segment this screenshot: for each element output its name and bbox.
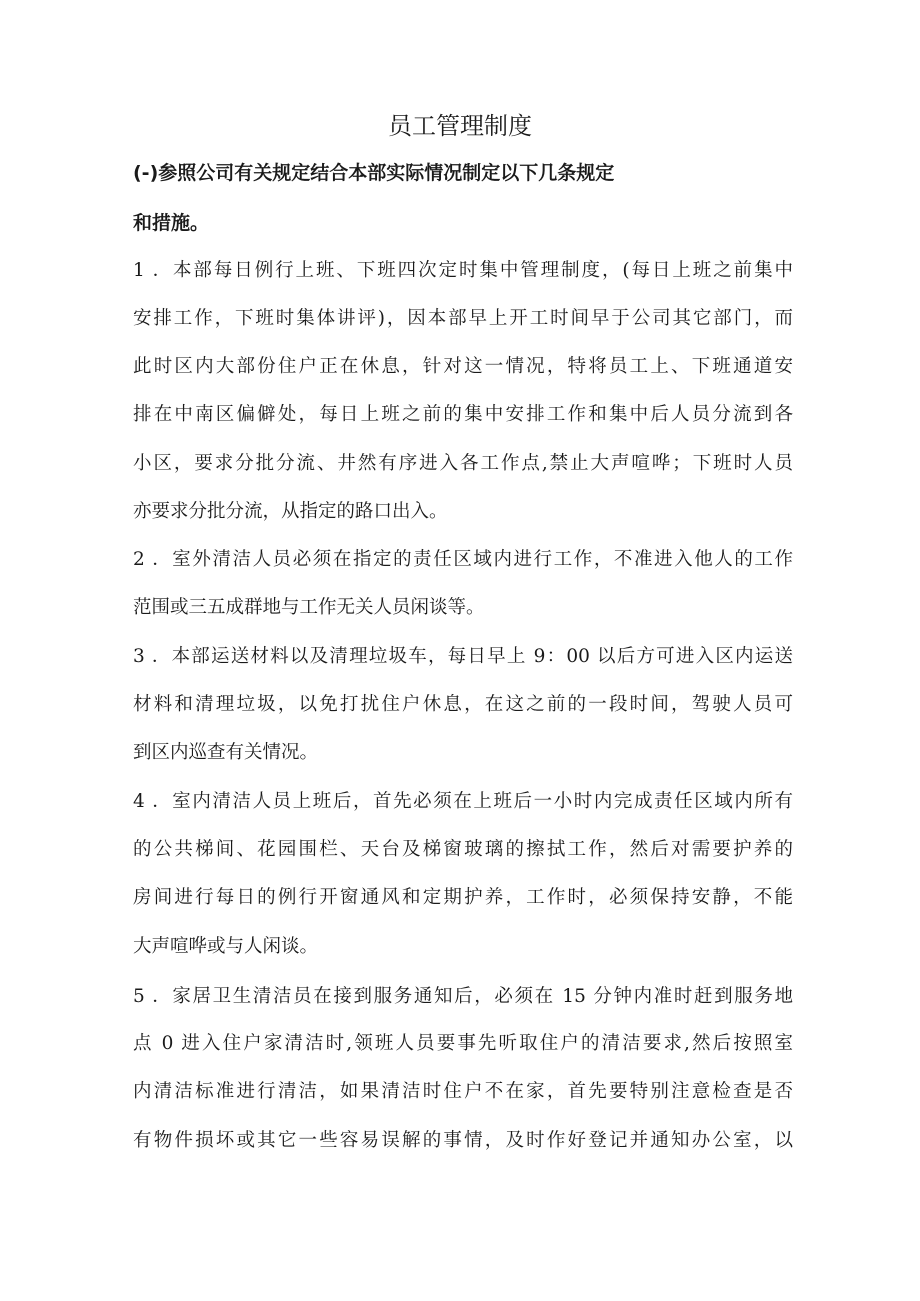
paragraph-3-line: 3 ．本部运送材料以及清理垃圾车，每日早上 9：00 以后方可进入区内运送: [133, 646, 793, 667]
paragraph-1-line: 此时区内大部份住户正在休息，针对这一情况，特将员工上、下班通道安: [133, 356, 793, 377]
paragraph-4-line: 的公共梯间、花园围栏、天台及梯窗玻璃的擦拭工作，然后对需要护养的: [133, 839, 793, 860]
paragraph-1-line: 1 ．本部每日例行上班、下班四次定时集中管理制度，(每日上班之前集中: [133, 260, 793, 281]
paragraph-5-line: 点 0 进入住户家清洁时,领班人员要事先听取住户的清洁要求,然后按照室: [133, 1033, 793, 1054]
paragraph-4-line: 4 ．室内清洁人员上班后，首先必须在上班后一小时内完成责任区域内所有: [133, 791, 793, 812]
paragraph-1-line: 小区，要求分批分流、井然有序进入各工作点,禁止大声喧哗；下班时人员: [133, 453, 793, 474]
paragraph-1-line: 亦要求分批分流，从指定的路口出入。: [133, 501, 448, 522]
paragraph-1-line: 排在中南区偏僻处，每日上班之前的集中安排工作和集中后人员分流到各: [133, 404, 793, 425]
paragraph-4-line: 房间进行每日的例行开窗通风和定期护养，工作时，必须保持安静，不能: [133, 887, 793, 908]
paragraph-3-line: 到区内巡查有关情况。: [133, 742, 319, 763]
section-heading-line: 和措施。: [133, 212, 210, 234]
section-heading-line: (-)参照公司有关规定结合本部实际情况制定以下几条规定: [133, 162, 615, 184]
paragraph-5-line: 有物件损坏或其它一些容易误解的事情，及时作好登记并通知办公室，以: [133, 1130, 793, 1151]
paragraph-1-line: 安排工作，下班时集体讲评)，因本部早上开工时间早于公司其它部门，而: [133, 308, 793, 329]
paragraph-5-line: 内清洁标准进行清洁，如果清洁时住户不在家，首先要特别注意检查是否: [133, 1081, 793, 1102]
paragraph-2-line: 2 ．室外清洁人员必须在指定的责任区域内进行工作，不准进入他人的工作: [133, 549, 793, 570]
paragraph-3-line: 材料和清理垃圾，以免打扰住户休息，在这之前的一段时间，驾驶人员可: [133, 694, 793, 715]
paragraph-2-line: 范围或三五成群地与工作无关人员闲谈等。: [133, 597, 485, 618]
paragraph-4-line: 大声喧哗或与人闲谈。: [133, 936, 319, 957]
document-title: 员工管理制度: [388, 112, 532, 140]
paragraph-5-line: 5 ．家居卫生清洁员在接到服务通知后，必须在 15 分钟内准时赶到服务地: [133, 986, 793, 1007]
